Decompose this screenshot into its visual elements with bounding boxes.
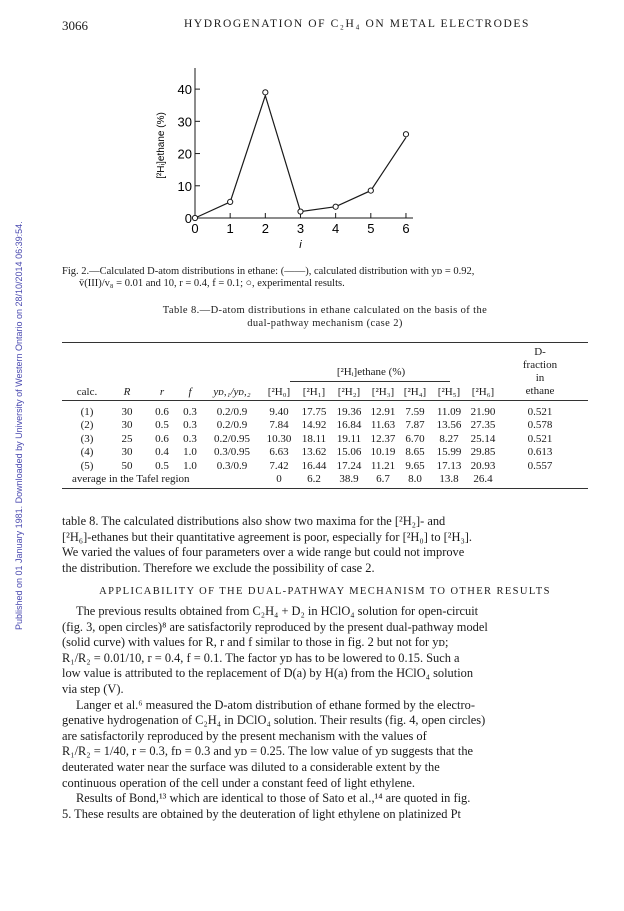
average-label: average in the Tafel region: [72, 473, 190, 485]
table-cell: 8.65: [405, 446, 425, 459]
table-cell: (1): [80, 406, 94, 418]
table-cell: 7.59: [405, 406, 425, 418]
table-cell: 1.0: [183, 446, 197, 459]
para4-line2: 5. These results are obtained by the deuteration of light ethylene on platinized Pt: [62, 806, 461, 821]
table-cell: (5): [80, 459, 94, 472]
column-header: yᴅ,₁/yᴅ,₂: [213, 386, 251, 398]
experimental-point: [403, 132, 408, 137]
para4-line1: Results of Bond,¹³ which are identical to those of Sato et al.,¹⁴ are quoted in fig.: [76, 791, 471, 806]
table-cell: 16.44: [301, 459, 327, 472]
table-cell: 11.63: [370, 419, 396, 432]
dfraction-header-line: fraction: [522, 359, 558, 371]
average-cell: 6.2: [307, 473, 321, 485]
experimental-point: [228, 199, 233, 204]
table-cell: (4): [80, 446, 94, 459]
x-tick-label: 5: [367, 221, 375, 236]
figure-caption-line-1: Fig. 2.—Calculated D-atom distributions in ethane: (——), calculated distribution with yᴅ = 0.92,: [62, 266, 475, 277]
para1-line4: the distribution. Therefore we exclude the possibility of case 2.: [62, 560, 375, 575]
average-cell: 13.8: [439, 473, 459, 485]
table-bottom-rule: [62, 488, 588, 489]
table-cell: 0.521: [527, 406, 553, 418]
para3-line1: Langer et al.⁶ measured the D-atom distribution of ethane formed by the electro-: [76, 697, 475, 712]
table-cell: 12.37: [370, 432, 396, 445]
table-cell: 9.40: [269, 406, 289, 418]
table-cell: 19.36: [336, 406, 362, 418]
y-tick-label: 30: [177, 114, 192, 130]
x-tick-label: 1: [226, 221, 234, 236]
table-cell: 18.11: [301, 432, 327, 445]
x-axis-label: i: [299, 239, 302, 250]
table-cell: 0.2/0.9: [216, 419, 248, 432]
table-cell: 30: [121, 406, 133, 418]
table-cell: 12.91: [370, 406, 396, 418]
table-cell: 27.35: [470, 419, 496, 432]
column-header: [²H₃]: [371, 386, 395, 398]
para2-line5: low value is attributed to the replacement of D(a) by H(a) from the HClO₄ solution: [62, 666, 474, 681]
table-cell: 13.62: [301, 446, 327, 459]
table-cell: 0.4: [155, 446, 169, 459]
header-bottom-rule: [62, 400, 588, 401]
table-cell: 16.84: [336, 419, 362, 432]
table-cell: 1.0: [183, 459, 197, 472]
table-cell: 0.557: [527, 459, 553, 472]
table-cell: 30: [121, 446, 133, 459]
table-title-line-2: dual-pathway mechanism (case 2): [247, 318, 403, 329]
x-tick-label: 2: [261, 221, 269, 236]
page-header: [62, 18, 582, 34]
table-cell: 17.75: [301, 406, 327, 418]
dfraction-header-line: D-: [534, 346, 546, 358]
table-cell: 15.06: [336, 446, 362, 459]
download-sidebar: [2, 40, 24, 630]
x-tick-label: 6: [402, 221, 410, 236]
table-cell: 7.84: [269, 419, 289, 432]
table-cell: 0.2/0.95: [213, 432, 251, 445]
para2-line1: The previous results obtained from C₂H₄ + D₂ in HClO₄ solution for open-circuit: [76, 604, 479, 618]
average-cell: 0: [276, 473, 282, 485]
table-cell: 0.521: [527, 432, 553, 445]
table-cell: 0.3/0.95: [213, 446, 251, 459]
x-tick-label: 4: [332, 221, 340, 236]
column-header: [²H₅]: [437, 386, 461, 398]
average-cell: 6.7: [376, 473, 390, 485]
table-cell: 0.6: [155, 406, 169, 418]
download-notice: Published on 01 January 1981. Downloaded by University of Western Ontario on 28/10/2014 06:39:54.: [14, 221, 24, 630]
figure-2-chart: [150, 68, 440, 250]
para1-line1: table 8. The calculated distributions also show two maxima for the [²H₂]- and: [62, 514, 446, 528]
column-header: [²H₀]: [267, 386, 291, 398]
para3-line2: genative hydrogenation of C₂H₄ in DClO₄ solution. Their results (fig. 4, open circles): [62, 713, 486, 728]
table-cell: 9.65: [405, 459, 425, 472]
table-cell: 7.42: [269, 459, 289, 472]
experimental-point: [333, 204, 338, 209]
paragraph-case2: [62, 514, 588, 576]
table-cell: 19.11: [336, 432, 362, 445]
y-tick-label: 0: [184, 211, 192, 226]
para2-line2: (fig. 3, open circles)⁸ are satisfactorily reproduced by the present dual-pathway model: [62, 619, 488, 634]
group-header: [²Hᵢ]ethane (%): [336, 366, 406, 378]
table-cell: 25: [121, 432, 133, 445]
table-cell: 21.90: [470, 406, 496, 418]
average-cell: 8.0: [408, 473, 422, 485]
table-cell: 20.93: [470, 459, 496, 472]
table-cell: (3): [80, 432, 94, 445]
table-cell: 13.56: [436, 419, 462, 432]
table-cell: 11.21: [370, 459, 396, 472]
column-header: r: [159, 386, 165, 398]
table-cell: 17.13: [436, 459, 462, 472]
para2-line3: (solid curve) with values for R, r and f similar to those in fig. 2 but not for yᴅ;: [62, 635, 449, 650]
table-cell: 11.09: [436, 406, 462, 418]
table-cell: 15.99: [436, 446, 462, 459]
group-header-rule: [290, 381, 450, 382]
calculated-distribution-line: [195, 96, 406, 218]
experimental-point: [368, 188, 373, 193]
table-cell: 30: [121, 419, 133, 432]
table-cell: 0.5: [155, 419, 169, 432]
table-cell: 10.30: [266, 432, 292, 445]
column-header: R: [123, 386, 131, 398]
chart-ticks: [178, 82, 410, 236]
table-title: [62, 304, 588, 330]
table-cell: 0.3/0.9: [216, 459, 248, 472]
column-header: [²H₄]: [403, 386, 427, 398]
table-cell: 0.578: [527, 419, 553, 432]
paragraph-previous-results: [62, 604, 588, 822]
average-cell: 26.4: [473, 473, 493, 485]
table-cell: 6.70: [405, 432, 425, 445]
average-cell: 38.9: [339, 473, 359, 485]
table-cell: 0.6: [155, 432, 169, 445]
table-cell: 29.85: [470, 446, 496, 459]
para3-line3: are satisfactorily reproduced by the present mechanism with the values of: [62, 728, 427, 743]
y-tick-label: 20: [177, 146, 192, 162]
table-cell: 0.5: [155, 459, 169, 472]
column-header: [²H₆]: [471, 386, 495, 398]
para2-line6: via step (V).: [62, 681, 124, 696]
y-tick-label: 10: [177, 178, 192, 194]
table-cell: 8.27: [439, 432, 459, 445]
experimental-points: [192, 90, 408, 221]
para3-line6: continuous operation of the cell under a constant feed of light ethylene.: [62, 775, 416, 790]
table-cell: 14.92: [301, 419, 327, 432]
table-cell: 10.19: [370, 446, 396, 459]
experimental-point: [192, 215, 197, 220]
experimental-point: [263, 90, 268, 95]
dfraction-header-line: in: [535, 372, 545, 384]
table-cell: 6.63: [269, 446, 289, 459]
table-cell: (2): [80, 419, 94, 432]
table-top-rule: [62, 342, 588, 343]
table-cell: 50: [121, 459, 133, 472]
dfraction-header-line: ethane: [525, 385, 555, 397]
column-header: [²H₁]: [302, 386, 326, 398]
table-cell: 25.14: [470, 432, 496, 445]
table-cell: 0.3: [183, 406, 197, 418]
running-title: HYDROGENATION OF C₂H₄ ON METAL ELECTRODES: [183, 18, 531, 30]
column-header: calc.: [76, 386, 98, 398]
para1-line3: We varied the values of four parameters over a wide range but could not improve: [62, 545, 465, 560]
y-tick-label: 40: [177, 82, 192, 98]
table-cell: 0.613: [527, 446, 553, 459]
x-tick-label: 0: [191, 221, 199, 236]
chart-axes: [195, 68, 413, 218]
para1-line2: [²H₆]-ethanes but their quantitative agreement is poor, especially for [²H₀] to [²H₃].: [62, 529, 472, 544]
para2-line4: R₁/R₂ = 0.01/10, r = 0.4, f = 0.1. The factor yᴅ has to be lowered to 0.15. Such a: [62, 650, 460, 665]
table-cell: 7.87: [405, 419, 425, 432]
experimental-point: [298, 209, 303, 214]
table-cell: 17.24: [336, 459, 362, 472]
table-title-line-1: Table 8.—D-atom distributions in ethane calculated on the basis of the: [162, 305, 488, 316]
column-header: [²H₂]: [337, 386, 361, 398]
column-header: f: [188, 386, 192, 398]
para3-line4: R₁/R₂ = 1/40, r = 0.3, fᴅ = 0.3 and yᴅ = 0.25. The low value of yᴅ suggests that the: [62, 744, 474, 759]
section-heading: APPLICABILITY OF THE DUAL-PATHWAY MECHANISM TO OTHER RESULTS: [99, 586, 551, 597]
table-cell: 0.2/0.9: [216, 406, 248, 418]
page-number: 3066: [62, 18, 88, 33]
table-cell: 0.3: [183, 432, 197, 445]
x-tick-label: 3: [296, 221, 305, 236]
y-axis-label: [²Hᵢ]ethane (%): [156, 112, 167, 179]
para3-line5: deuterated water near the surface was diluted to a considerable extent by the: [62, 759, 440, 774]
table-cell: 0.3: [183, 419, 197, 432]
figure-caption-line-2: v̄(III)/v₈ = 0.01 and 10, r = 0.4, f = 0.1; ○, experimental results.: [79, 278, 345, 289]
